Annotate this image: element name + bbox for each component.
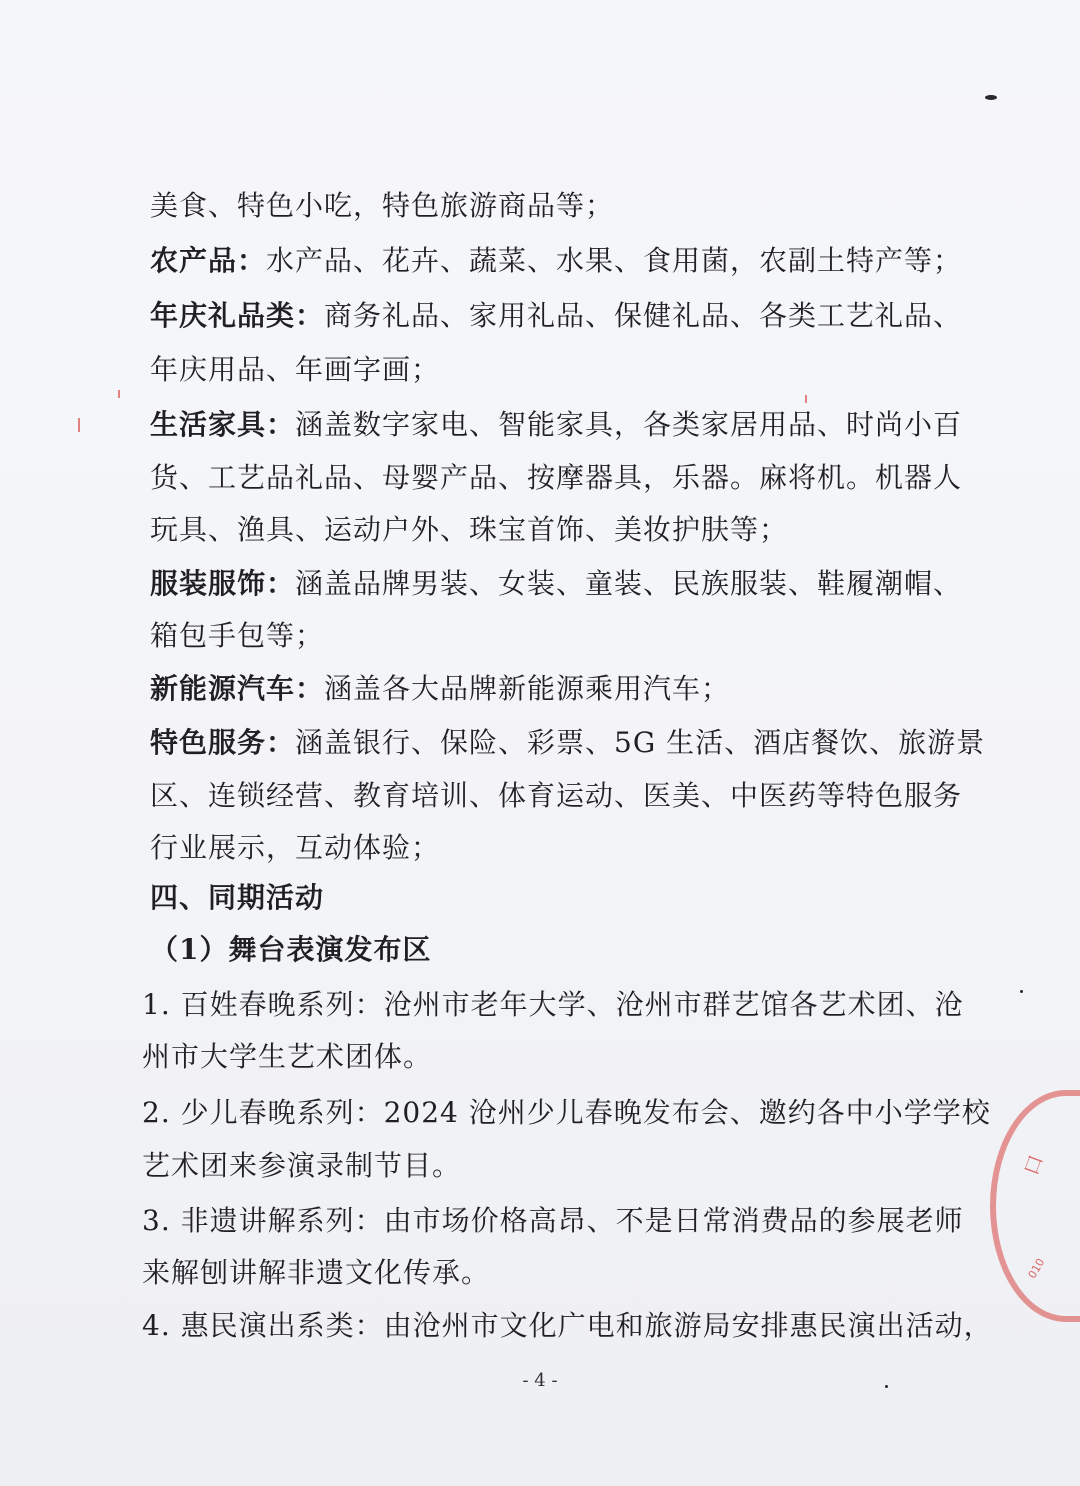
- line-text: 涵盖品牌男装、女装、童装、民族服装、鞋履潮帽、: [295, 567, 963, 600]
- scan-speck: [1020, 990, 1023, 993]
- text-line: [150, 350, 440, 390]
- text-line: [142, 1306, 993, 1346]
- text-line: [142, 1253, 490, 1293]
- line-text: 3. 非遗讲解系列：由市场价格高昂、不是日常消费品的参展老师: [142, 1204, 964, 1237]
- line-label: 服装服饰：: [150, 567, 296, 600]
- text-line: [150, 458, 962, 498]
- text-line: [150, 669, 730, 709]
- text-line: [150, 776, 962, 816]
- text-line: [142, 1201, 964, 1241]
- text-line: [150, 828, 440, 868]
- line-text: 货、工艺品礼品、母婴产品、按摩器具，乐器。麻将机。机器人: [150, 461, 963, 494]
- line-text: 4. 惠民演出系类：由沧州市文化广电和旅游局安排惠民演出活动，: [142, 1309, 993, 1342]
- page-number: - 4 -: [522, 1370, 558, 1391]
- line-text: 艺术团来参演录制节目。: [142, 1149, 462, 1182]
- red-mark: [78, 418, 80, 432]
- stamp-text: 口: [1018, 1151, 1049, 1179]
- line-label: 四、同期活动: [150, 881, 325, 914]
- text-line: [150, 723, 985, 763]
- line-text: 涵盖银行、保险、彩票、5G 生活、酒店餐饮、旅游景: [295, 726, 986, 759]
- section-heading: [150, 878, 324, 918]
- line-text: 行业展示，互动体验；: [150, 831, 441, 864]
- subsection-heading: [150, 930, 431, 970]
- text-line: [150, 564, 962, 604]
- line-text: 美食、特色小吃，特色旅游商品等；: [150, 189, 615, 222]
- text-line: [142, 1093, 991, 1133]
- text-line: [150, 296, 962, 336]
- line-label: 年庆礼品类：: [150, 299, 325, 332]
- line-label: 特色服务：: [150, 726, 296, 759]
- red-seal-stamp: [990, 1090, 1080, 1322]
- line-text: 水产品、花卉、蔬菜、水果、食用菌，农副土特产等；: [266, 244, 963, 277]
- stamp-text: 010: [1025, 1256, 1048, 1281]
- line-text: 涵盖各大品牌新能源乘用汽车；: [324, 672, 731, 705]
- line-text: 涵盖数字家电、智能家具，各类家居用品、时尚小百: [295, 408, 963, 441]
- line-text: 商务礼品、家用礼品、保健礼品、各类工艺礼品、: [324, 299, 963, 332]
- line-text: 2. 少儿春晚系列：2024 沧州少儿春晚发布会、邀约各中小学学校: [142, 1096, 991, 1129]
- line-text: 箱包手包等；: [150, 619, 325, 652]
- text-line: [142, 1037, 432, 1077]
- text-line: [150, 510, 788, 550]
- line-label: 生活家具：: [150, 408, 296, 441]
- line-text: 年庆用品、年画字画；: [150, 353, 441, 386]
- line-text: 州市大学生艺术团体。: [142, 1040, 433, 1073]
- line-text: 玩具、渔具、运动户外、珠宝首饰、美妆护肤等；: [150, 513, 789, 546]
- line-label: 农产品：: [150, 244, 267, 277]
- line-text: 来解刨讲解非遗文化传承。: [142, 1256, 491, 1289]
- text-line: [142, 985, 964, 1025]
- text-line: [150, 241, 962, 281]
- scan-speck: [985, 95, 997, 100]
- text-line: [150, 405, 962, 445]
- text-line: [150, 186, 614, 226]
- red-mark: [805, 395, 807, 403]
- line-text: 区、连锁经营、教育培训、体育运动、医美、中医药等特色服务: [150, 779, 963, 812]
- text-line: [150, 616, 324, 656]
- line-label: （1）舞台表演发布区: [150, 933, 432, 966]
- line-label: 新能源汽车：: [150, 672, 325, 705]
- text-line: [142, 1146, 461, 1186]
- line-text: 1. 百姓春晚系列：沧州市老年大学、沧州市群艺馆各艺术团、沧: [142, 988, 964, 1021]
- red-mark: [118, 390, 120, 398]
